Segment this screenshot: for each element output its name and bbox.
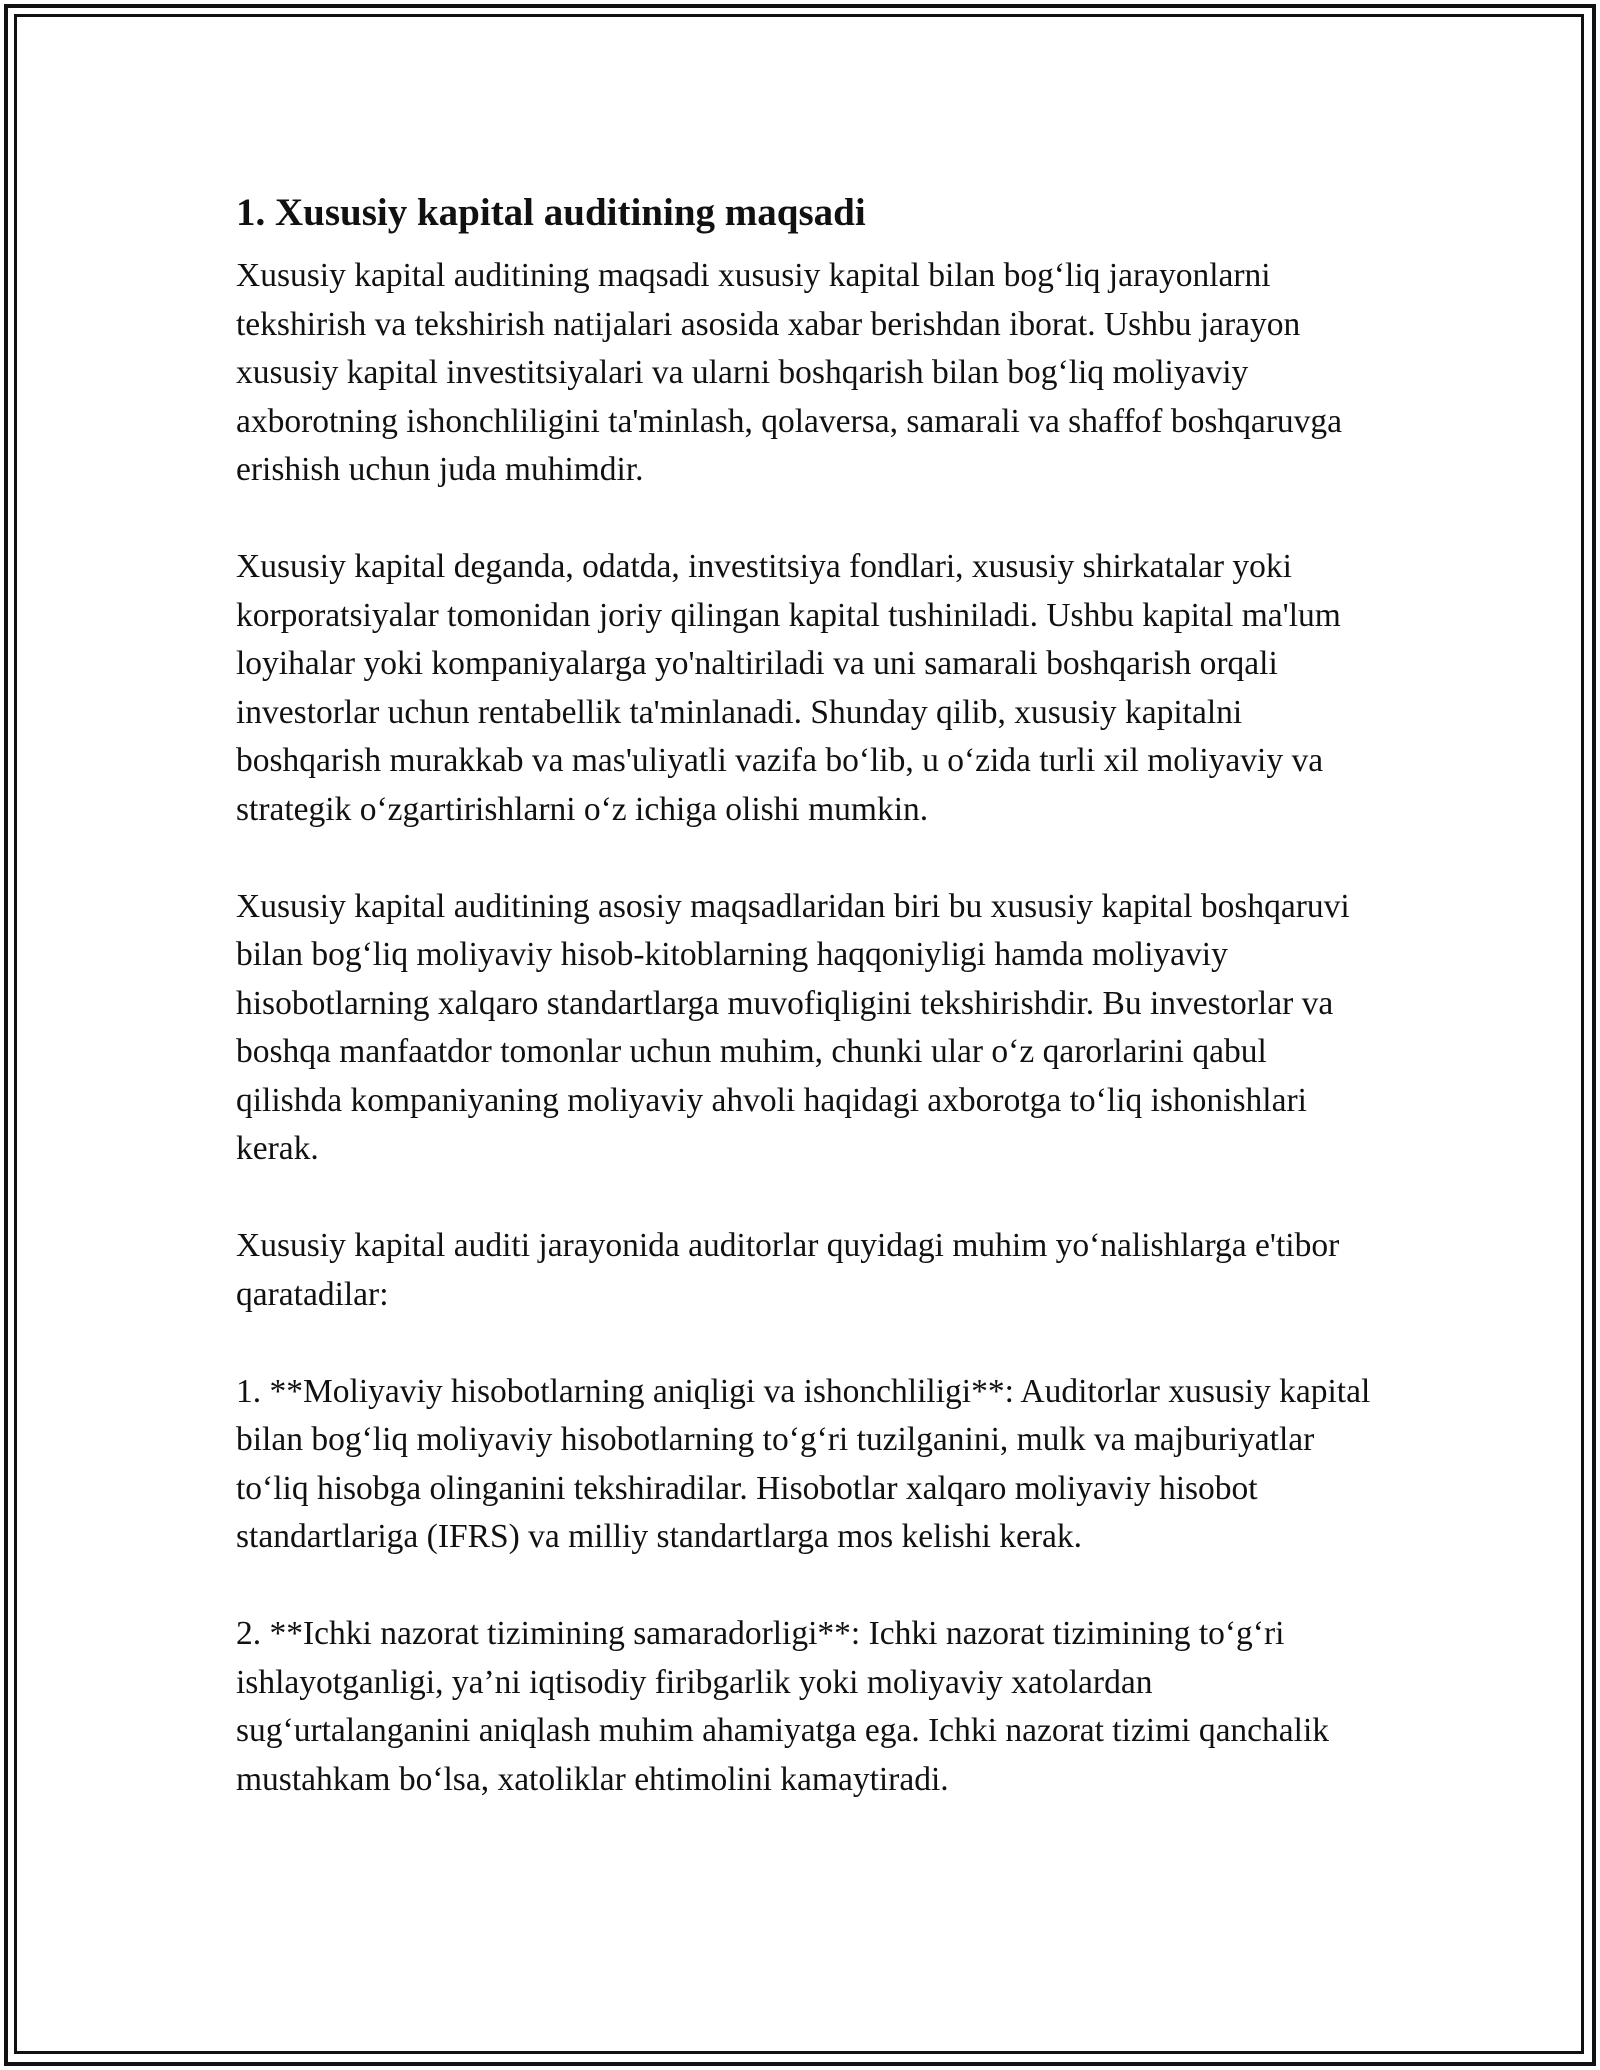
- document-body: [236, 186, 1376, 1804]
- paragraph-item-1: 1. **Moliyaviy hisobotlarning aniqligi va ishonchliligi**: Auditorlar xususiy kapital bilan bog‘liq moliyaviy hisobotlarning to‘g‘ri tuzilganini, mulk va majburiyatlar to‘liq hisobga olinganini tekshiradilar. Hisobotlar xalqaro moliyaviy hisobot standartlariga (IFRS) va milliy standartlarga mos kelishi kerak.: [236, 1372, 1371, 1555]
- paragraph-definition: Xususiy kapital deganda, odatda, investitsiya fondlari, xususiy shirkatalar yoki korporatsiyalar tomonidan joriy qilingan kapital tushiniladi. Ushbu kapital ma'lum loyihalar yoki kompaniyalarga yo'naltiriladi va uni samarali boshqarish orqali investorlar uchun rentabellik ta'minlanadi. Shunday qilib, xususiy kapitalni boshqarish murakkab va mas'uliyatli vazifa bo‘lib, u o‘zida turli xil moliyaviy va strategik o‘zgartirishlarni o‘z ichiga olishi mumkin.: [236, 548, 1341, 828]
- paragraph-purpose: Xususiy kapital auditining maqsadi xususiy kapital bilan bog‘liq jarayonlarni tekshirish va tekshirish natijalari asosida xabar berishdan iborat. Ushbu jarayon xususiy kapital investitsiyalari va ularni boshqarish bilan bog‘liq moliyaviy axborotning ishonchliligini ta'minlash, qolaversa, samarali va shaffof boshqaruvga erishish uchun juda muhimdir.: [236, 257, 1343, 488]
- paragraph-main-goal: Xususiy kapital auditining asosiy maqsadlaridan biri bu xususiy kapital boshqaruvi bilan bog‘liq moliyaviy hisob-kitoblarning haqqoniyligi hamda moliyaviy hisobotlarning xalqaro standartlarga muvofiqligini tekshirishdir. Bu investorlar va boshqa manfaatdor tomonlar uchun muhim, chunki ular o‘z qarorlarini qabul qilishda kompaniyaning moliyaviy ahvoli haqidagi axborotga to‘liq ishonishlari kerak.: [236, 887, 1350, 1167]
- paragraph-item-2: 2. **Ichki nazorat tizimining samaradorligi**: Ichki nazorat tizimining to‘g‘ri ishlayotganligi, ya’ni iqtisodiy firibgarlik yoki moliyaviy xatolardan sug‘urtalanganini aniqlash muhim ahamiyatga ega. Ichki nazorat tizimi qanchalik mustahkam bo‘lsa, xatoliklar ehtimolini kamaytiradi.: [236, 1615, 1330, 1798]
- section-heading: 1. Xususiy kapital auditining maqsadi: [236, 191, 866, 234]
- paragraph-focus-areas-intro: Xususiy kapital auditi jarayonida auditorlar quyidagi muhim yo‘nalishlarga e'tibor qaratadilar:: [236, 1227, 1340, 1313]
